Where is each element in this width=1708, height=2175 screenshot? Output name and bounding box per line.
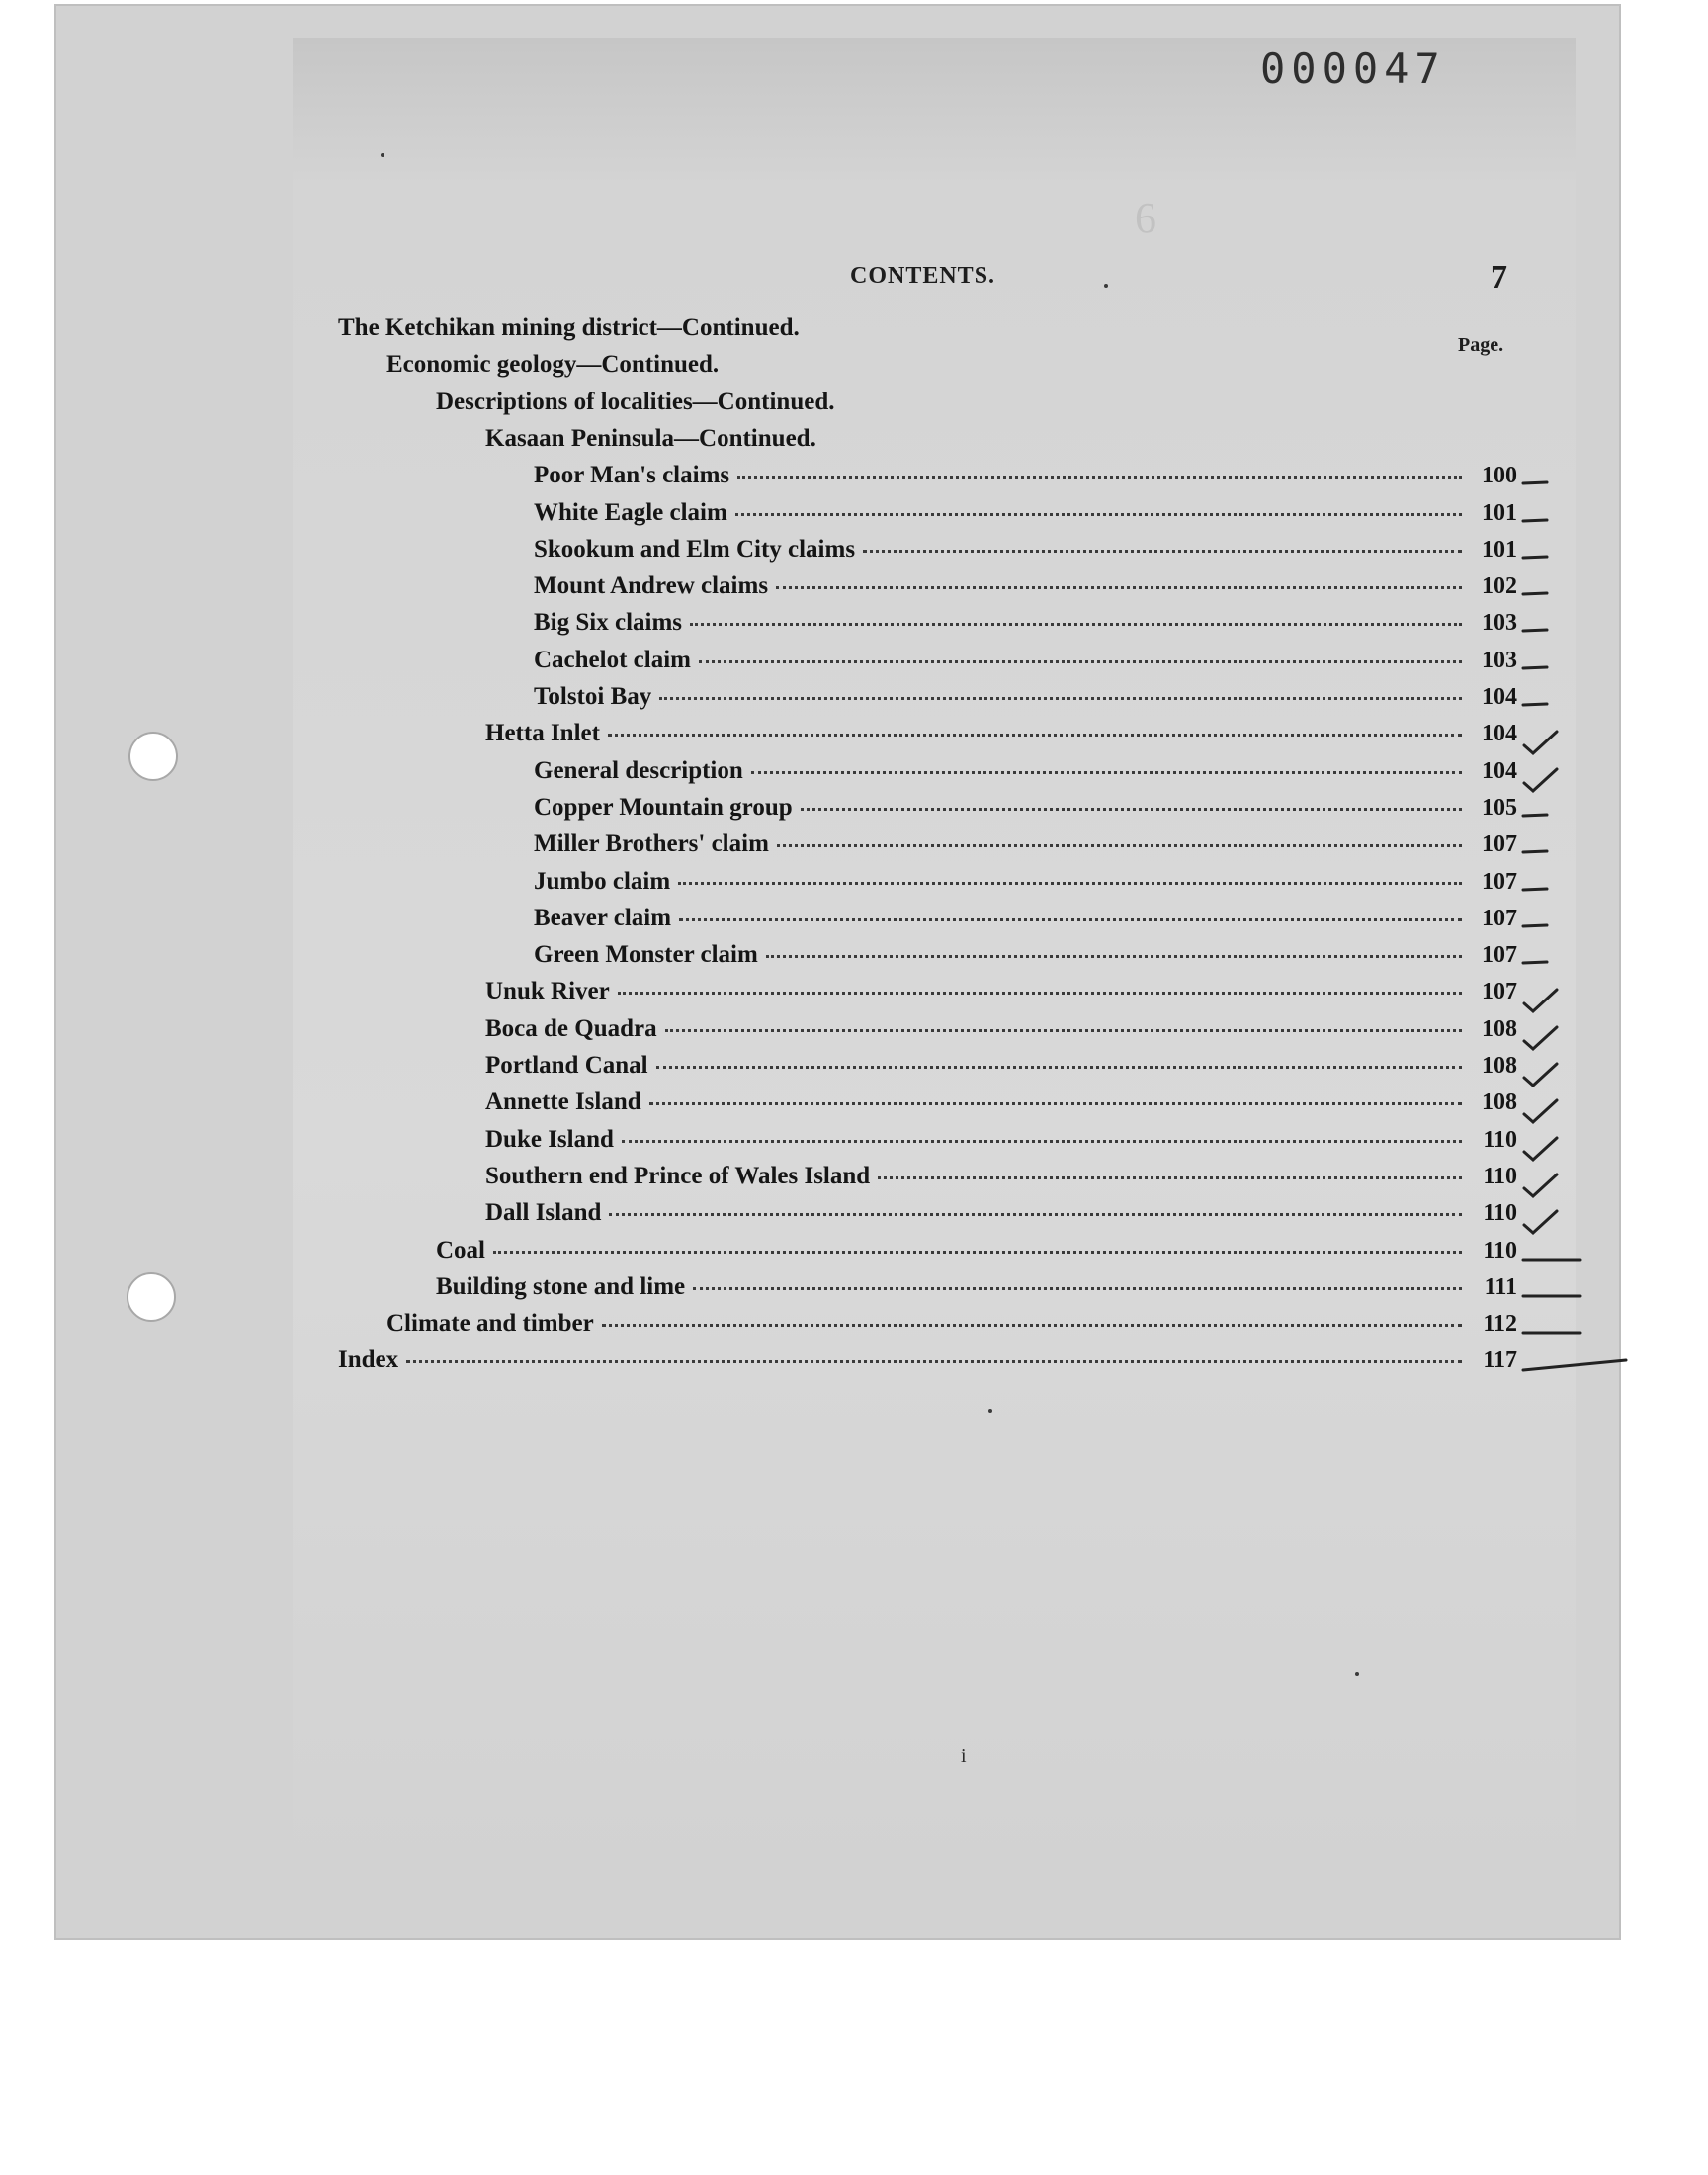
toc-entry-page: 110 [1483,1237,1517,1263]
dot-leader [659,697,1462,700]
section-header [485,425,816,462]
section-header [436,389,834,425]
pencil-dash-icon [1521,838,1551,868]
dot-leader [699,660,1462,663]
footer-number: i [961,1745,967,1767]
toc-entry-page: 101 [1482,536,1517,563]
toc-entry-title: White Eagle claim [534,498,727,526]
section-header-text: Economic geology—Continued. [386,351,720,379]
page-column-label: Page. [1458,334,1504,356]
pencil-dash-icon [1521,1318,1584,1348]
toc-entry-title: Dall Island [485,1199,602,1227]
section-header-text: The Ketchikan mining district—Continued. [338,314,800,341]
toc-entry-title: Big Six claims [534,609,683,637]
toc-entry-page: 105 [1482,794,1517,821]
pencil-dash-icon [1521,544,1551,573]
pencil-dash-icon [1521,507,1551,537]
dot-leader [766,955,1462,958]
toc-entry-title: Climate and timber [386,1310,594,1338]
pencil-dash-icon [1521,949,1551,979]
toc-entry-page: 104 [1482,757,1517,784]
pencil-check-icon [1521,1060,1561,1089]
dot-leader [602,1324,1462,1327]
toc-entry-title: Duke Island [485,1125,614,1153]
toc-entry-page: 110 [1483,1163,1517,1189]
toc-entry [534,757,1517,794]
toc-entry-page: 102 [1482,573,1517,600]
pencil-check-icon [1521,1096,1561,1126]
toc-entry-title: Green Monster claim [534,941,758,969]
toc-entry-title: Coal [436,1236,485,1263]
dot-leader [801,808,1462,811]
section-header-text: Descriptions of localities—Continued. [436,388,835,415]
binder-hole-top [128,732,178,781]
pencil-dash-icon [1521,876,1551,906]
dot-leader [863,550,1462,553]
toc-entry-title: General description [534,756,743,784]
dot-leader [751,771,1462,774]
toc-entry-title: Mount Andrew claims [534,572,769,600]
toc-entry-title: Miller Brothers' claim [534,830,769,858]
toc-entry [534,572,1517,609]
faint-mark: 6 [1135,194,1156,242]
toc-entry [534,683,1517,720]
toc-entry-title: Jumbo claim [534,867,671,895]
toc-entry-page: 104 [1482,721,1517,747]
pencil-check-icon [1521,1207,1561,1237]
dot-leader [622,1140,1462,1143]
toc-entry [534,868,1517,905]
dot-leader [690,623,1462,626]
dot-leader [679,918,1462,921]
toc-entry [534,499,1517,536]
toc-entry-page: 107 [1482,979,1517,1005]
toc-entry-page: 108 [1482,1053,1517,1079]
pencil-dash-icon [1521,580,1551,610]
pencil-check-icon [1521,1023,1561,1053]
toc-entry-page: 112 [1483,1311,1517,1338]
toc-entry [485,1052,1517,1088]
toc-entry-page: 107 [1482,905,1517,931]
section-header-text: Kasaan Peninsula—Continued. [485,424,816,452]
toc-entry-page: 104 [1482,684,1517,710]
toc-entry-page: 100 [1482,463,1517,489]
toc-entry [534,794,1517,830]
dot-leader [678,882,1462,885]
toc-entry-page: 111 [1484,1273,1517,1300]
toc-entry-title: Skookum and Elm City claims [534,535,856,563]
section-header [338,314,800,351]
toc-entry [485,1199,1517,1236]
toc-entry-page: 108 [1482,1015,1517,1042]
pencil-check-icon [1521,1134,1561,1164]
toc-entry-page: 110 [1483,1126,1517,1153]
toc-entry-page: 101 [1482,499,1517,526]
toc-entry [485,1015,1517,1052]
toc-entry [534,830,1517,867]
toc-entry-page: 107 [1482,831,1517,858]
dot-leader [878,1176,1462,1179]
pencil-check-icon [1521,986,1561,1015]
toc-entry-page: 107 [1482,868,1517,895]
pencil-check-icon [1521,765,1561,795]
dot-leader [649,1102,1462,1105]
toc-entry-title: Building stone and lime [436,1272,686,1300]
toc-entry-title: Boca de Quadra [485,1014,657,1042]
pencil-check-icon [1521,728,1561,757]
toc-entry-page: 108 [1482,1089,1517,1116]
toc-entry [534,941,1517,978]
dot-leader [777,844,1462,847]
dot-leader [609,1213,1462,1216]
toc-entry [534,462,1517,498]
toc-entry-page: 110 [1483,1200,1517,1227]
stamp-number: 000047 [1260,44,1446,93]
pencil-dash-icon [1521,1281,1584,1311]
toc-entry-page: 117 [1483,1348,1517,1374]
dot-leader [406,1360,1462,1363]
toc-entry-title: Index [338,1347,399,1374]
speck [1355,1672,1359,1676]
toc-entry-title: Unuk River [485,978,610,1005]
toc-entry [534,905,1517,941]
speck [381,153,384,157]
toc-entry [485,720,1517,756]
toc-entry-title: Beaver claim [534,904,672,931]
pencil-dash-icon [1521,1245,1584,1274]
dot-leader [618,992,1462,995]
toc-entry-page: 103 [1482,610,1517,637]
toc-entry-title: Cachelot claim [534,646,691,673]
toc-entry-title: Tolstoi Bay [534,683,652,710]
dot-leader [776,586,1462,589]
dot-leader [608,734,1462,737]
section-header [386,351,719,388]
toc-entry [534,536,1517,572]
pencil-dash-icon [1521,913,1551,942]
toc-entry [436,1273,1517,1310]
pencil-dash-icon [1521,691,1551,721]
dot-leader [735,513,1462,516]
binder-hole-bottom [127,1272,176,1322]
toc-entry [485,1126,1517,1163]
toc-entry [485,1088,1517,1125]
speck [1104,284,1108,288]
toc-entry [338,1347,1517,1383]
pencil-dash-icon [1521,802,1551,831]
toc-entry [534,609,1517,646]
toc-entry-title: Copper Mountain group [534,793,793,821]
toc-entry-title: Southern end Prince of Wales Island [485,1162,871,1189]
toc-entry-title: Poor Man's claims [534,462,730,489]
dot-leader [493,1251,1462,1254]
dot-leader [656,1066,1462,1069]
toc-entry [386,1310,1517,1347]
pencil-dash-icon [1521,654,1551,684]
dot-leader [665,1029,1462,1032]
toc-entry-page: 107 [1482,942,1517,969]
toc-entry [485,978,1517,1014]
pencil-dash-icon [1521,470,1551,499]
toc-entry-title: Portland Canal [485,1052,648,1079]
speck [988,1409,992,1413]
toc-entry [534,647,1517,683]
page-title: CONTENTS. [850,263,996,289]
dot-leader [693,1287,1462,1290]
toc-entry [436,1237,1517,1273]
folio-number: 7 [1491,259,1507,296]
toc-entry-title: Annette Island [485,1088,641,1116]
toc-entry [485,1163,1517,1199]
pencil-dash-icon [1521,1354,1630,1384]
dot-leader [737,476,1462,478]
toc-entry-title: Hetta Inlet [485,720,600,747]
pencil-dash-icon [1521,617,1551,647]
toc-entry-page: 103 [1482,647,1517,673]
pencil-check-icon [1521,1171,1561,1200]
